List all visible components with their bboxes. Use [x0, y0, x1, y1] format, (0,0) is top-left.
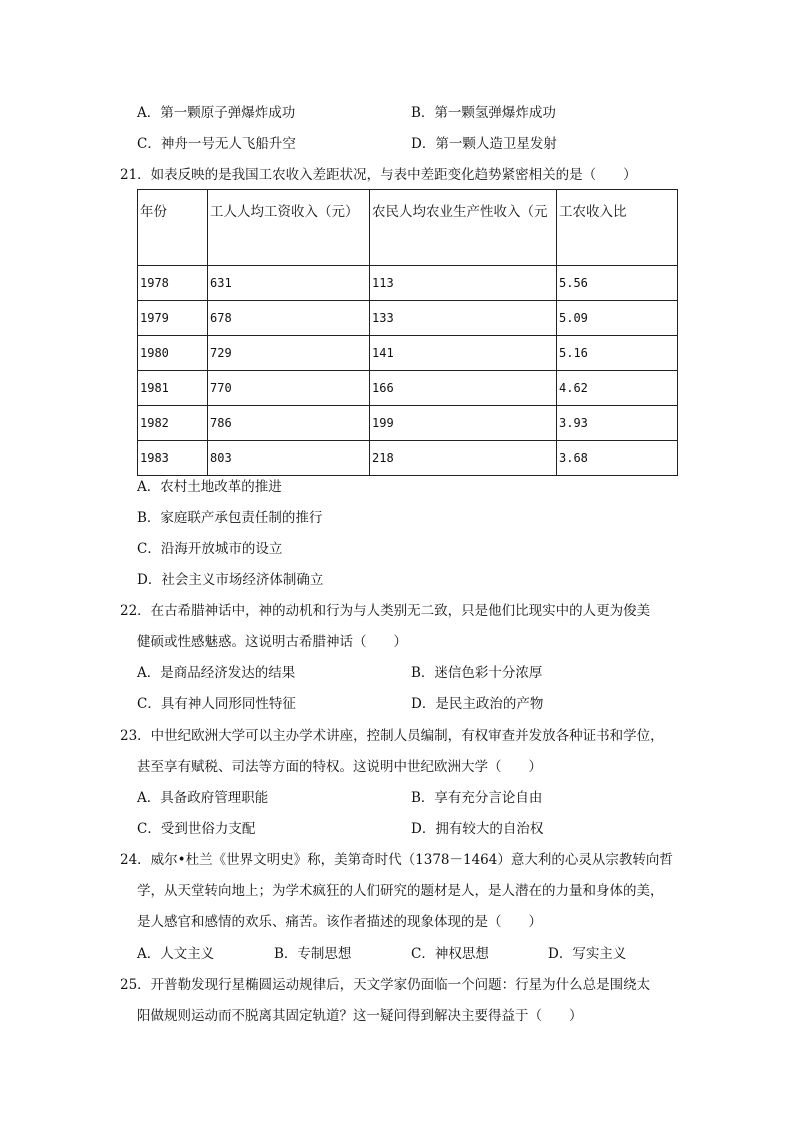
cell-ratio: 5.09	[557, 301, 678, 336]
q20-option-a: A．第一颗原子弹爆炸成功	[137, 105, 296, 121]
table-row	[138, 336, 678, 371]
cell-ratio: 3.93	[557, 406, 678, 441]
q22-option-c: C．具有神人同形同性特征	[137, 696, 296, 712]
q24-option-c: C．神权思想	[411, 946, 489, 962]
cell-farmer-income: 218	[370, 441, 557, 476]
q24-option-b: B．专制思想	[274, 946, 352, 962]
q24-option-d: D．写实主义	[548, 946, 627, 962]
cell-farmer-income: 133	[370, 301, 557, 336]
cell-ratio: 4.62	[557, 371, 678, 406]
q22-option-b: B．迷信色彩十分浓厚	[411, 665, 543, 681]
cell-worker-income: 631	[208, 266, 370, 301]
cell-farmer-income: 166	[370, 371, 557, 406]
cell-ratio: 5.16	[557, 336, 678, 371]
q20-option-c: C．神舟一号无人飞船升空	[137, 136, 296, 152]
cell-year: 1982	[138, 406, 208, 441]
q24-stem-line1: 24．威尔•杜兰《世界文明史》称，美第奇时代（1378－1464）意大利的心灵从宗教转向哲	[120, 852, 673, 868]
q25-stem-line2: 阳做规则运动而不脱离其固定轨道？这一疑问得到解决主要得益于（ ）	[137, 1008, 583, 1024]
table-row	[138, 371, 678, 406]
table-row	[138, 301, 678, 336]
cell-year: 1981	[138, 371, 208, 406]
cell-farmer-income: 113	[370, 266, 557, 301]
q20-option-b: B．第一颗氢弹爆炸成功	[411, 105, 556, 121]
q21-stem: 21．如表反映的是我国工农收入差距状况，与表中差距变化趋势紧密相关的是（ ）	[120, 167, 637, 183]
q21-option-c: C．沿海开放城市的设立	[137, 541, 283, 557]
q22-option-a: A．是商品经济发达的结果	[137, 665, 296, 681]
table-row	[138, 266, 678, 301]
header-farmer-income: 农民人均农业生产性收入（元	[370, 190, 557, 266]
header-ratio: 工农收入比	[557, 190, 678, 266]
table-row	[138, 441, 678, 476]
cell-worker-income: 770	[208, 371, 370, 406]
cell-year: 1979	[138, 301, 208, 336]
cell-farmer-income: 199	[370, 406, 557, 441]
cell-year: 1983	[138, 441, 208, 476]
header-year: 年份	[138, 190, 208, 266]
cell-ratio: 3.68	[557, 441, 678, 476]
q22-stem-line1: 22．在古希腊神话中，神的动机和行为与人类别无二致，只是他们比现实中的人更为俊美	[120, 603, 651, 619]
q23-stem-line1: 23．中世纪欧洲大学可以主办学术讲座，控制人员编制，有权审查并发放各种证书和学位，	[120, 728, 664, 744]
cell-worker-income: 678	[208, 301, 370, 336]
cell-worker-income: 786	[208, 406, 370, 441]
q23-option-d: D．拥有较大的自治权	[411, 821, 544, 837]
cell-farmer-income: 141	[370, 336, 557, 371]
q24-stem-line3: 是人感官和感情的欢乐、痛苦。该作者描述的现象体现的是（ ）	[137, 914, 542, 930]
q25-stem-line1: 25．开普勒发现行星椭圆运动规律后，天文学家仍面临一个问题：行星为什么总是围绕太	[120, 977, 651, 993]
q24-option-a: A．人文主义	[137, 946, 215, 962]
cell-year: 1978	[138, 266, 208, 301]
q23-stem-line2: 甚至享有赋税、司法等方面的特权。这说明中世纪欧洲大学（ ）	[137, 759, 542, 775]
q22-option-d: D．是民主政治的产物	[411, 696, 544, 712]
q20-option-d: D．第一颗人造卫星发射	[411, 136, 557, 152]
q21-option-d: D．社会主义市场经济体制确立	[137, 572, 324, 588]
table-header-row	[138, 190, 678, 266]
q21-option-a: A．农村土地改革的推进	[137, 479, 282, 495]
q23-option-b: B．享有充分言论自由	[411, 790, 543, 806]
q22-stem-line2: 健硕或性感魅惑。这说明古希腊神话（ ）	[137, 634, 407, 650]
cell-year: 1980	[138, 336, 208, 371]
income-table	[137, 189, 678, 476]
q24-stem-line2: 学，从天堂转向地上；为学术疯狂的人们研究的题材是人，是人潜在的力量和身体的美，	[137, 883, 664, 899]
q23-option-c: C．受到世俗力支配	[137, 821, 256, 837]
cell-worker-income: 729	[208, 336, 370, 371]
header-worker-income: 工人人均工资收入（元）	[208, 190, 370, 266]
q23-option-a: A．具备政府管理职能	[137, 790, 269, 806]
cell-worker-income: 803	[208, 441, 370, 476]
cell-ratio: 5.56	[557, 266, 678, 301]
q21-option-b: B．家庭联产承包责任制的推行	[137, 510, 323, 526]
table-row	[138, 406, 678, 441]
